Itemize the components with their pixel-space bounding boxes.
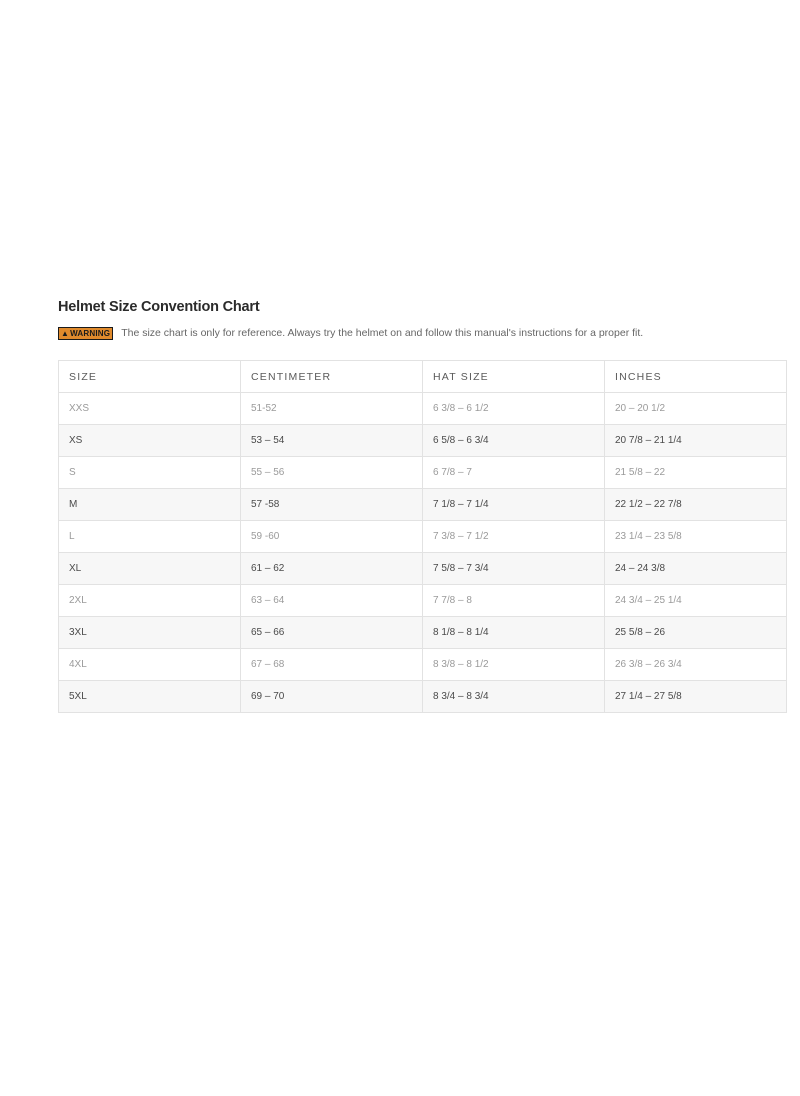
cell-inches: 21 5/8 – 22	[605, 457, 787, 489]
table-row	[59, 681, 787, 713]
cell-size: XS	[59, 425, 241, 457]
cell-inches: 20 7/8 – 21 1/4	[605, 425, 787, 457]
cell-inches: 24 – 24 3/8	[605, 553, 787, 585]
cell-size: S	[59, 457, 241, 489]
cell-hat-size: 6 3/8 – 6 1/2	[423, 393, 605, 425]
cell-centimeter: 59 -60	[241, 521, 423, 553]
warning-badge-label: WARNING	[70, 328, 111, 338]
size-chart-table	[58, 360, 787, 713]
table-row	[59, 457, 787, 489]
table-row	[59, 489, 787, 521]
cell-centimeter: 57 -58	[241, 489, 423, 521]
document-section	[58, 296, 787, 713]
cell-centimeter: 67 – 68	[241, 649, 423, 681]
table-row	[59, 521, 787, 553]
cell-centimeter: 51-52	[241, 393, 423, 425]
cell-centimeter: 65 – 66	[241, 617, 423, 649]
table-row	[59, 425, 787, 457]
cell-inches: 24 3/4 – 25 1/4	[605, 585, 787, 617]
cell-hat-size: 8 3/4 – 8 3/4	[423, 681, 605, 713]
cell-size: L	[59, 521, 241, 553]
table-row	[59, 649, 787, 681]
warning-triangle-icon: ▲	[61, 328, 70, 338]
cell-centimeter: 63 – 64	[241, 585, 423, 617]
column-header-centimeter: CENTIMETER	[241, 361, 423, 393]
cell-inches: 27 1/4 – 27 5/8	[605, 681, 787, 713]
cell-inches: 23 1/4 – 23 5/8	[605, 521, 787, 553]
cell-hat-size: 8 1/8 – 8 1/4	[423, 617, 605, 649]
cell-hat-size: 8 3/8 – 8 1/2	[423, 649, 605, 681]
cell-inches: 26 3/8 – 26 3/4	[605, 649, 787, 681]
cell-inches: 25 5/8 – 26	[605, 617, 787, 649]
cell-size: 4XL	[59, 649, 241, 681]
warning-text: The size chart is only for reference. Always try the helmet on and follow this manual's instructions for a proper fit.	[121, 327, 644, 339]
cell-hat-size: 7 3/8 – 7 1/2	[423, 521, 605, 553]
warning-badge	[58, 327, 113, 340]
cell-centimeter: 61 – 62	[241, 553, 423, 585]
cell-size: 2XL	[59, 585, 241, 617]
cell-centimeter: 53 – 54	[241, 425, 423, 457]
table-row	[59, 553, 787, 585]
cell-centimeter: 69 – 70	[241, 681, 423, 713]
table-row	[59, 585, 787, 617]
cell-hat-size: 7 5/8 – 7 3/4	[423, 553, 605, 585]
cell-size: M	[59, 489, 241, 521]
cell-hat-size: 7 1/8 – 7 1/4	[423, 489, 605, 521]
column-header-inches: INCHES	[605, 361, 787, 393]
cell-hat-size: 6 7/8 – 7	[423, 457, 605, 489]
cell-inches: 20 – 20 1/2	[605, 393, 787, 425]
cell-size: XL	[59, 553, 241, 585]
table-row	[59, 617, 787, 649]
page-title: Helmet Size Convention Chart	[58, 299, 260, 315]
cell-size: XXS	[59, 393, 241, 425]
warning-notice	[58, 326, 787, 340]
cell-hat-size: 6 5/8 – 6 3/4	[423, 425, 605, 457]
cell-inches: 22 1/2 – 22 7/8	[605, 489, 787, 521]
table-row	[59, 393, 787, 425]
cell-size: 5XL	[59, 681, 241, 713]
cell-hat-size: 7 7/8 – 8	[423, 585, 605, 617]
column-header-size: SIZE	[59, 361, 241, 393]
table-header-row	[59, 361, 787, 393]
cell-size: 3XL	[59, 617, 241, 649]
column-header-hat-size: HAT SIZE	[423, 361, 605, 393]
cell-centimeter: 55 – 56	[241, 457, 423, 489]
